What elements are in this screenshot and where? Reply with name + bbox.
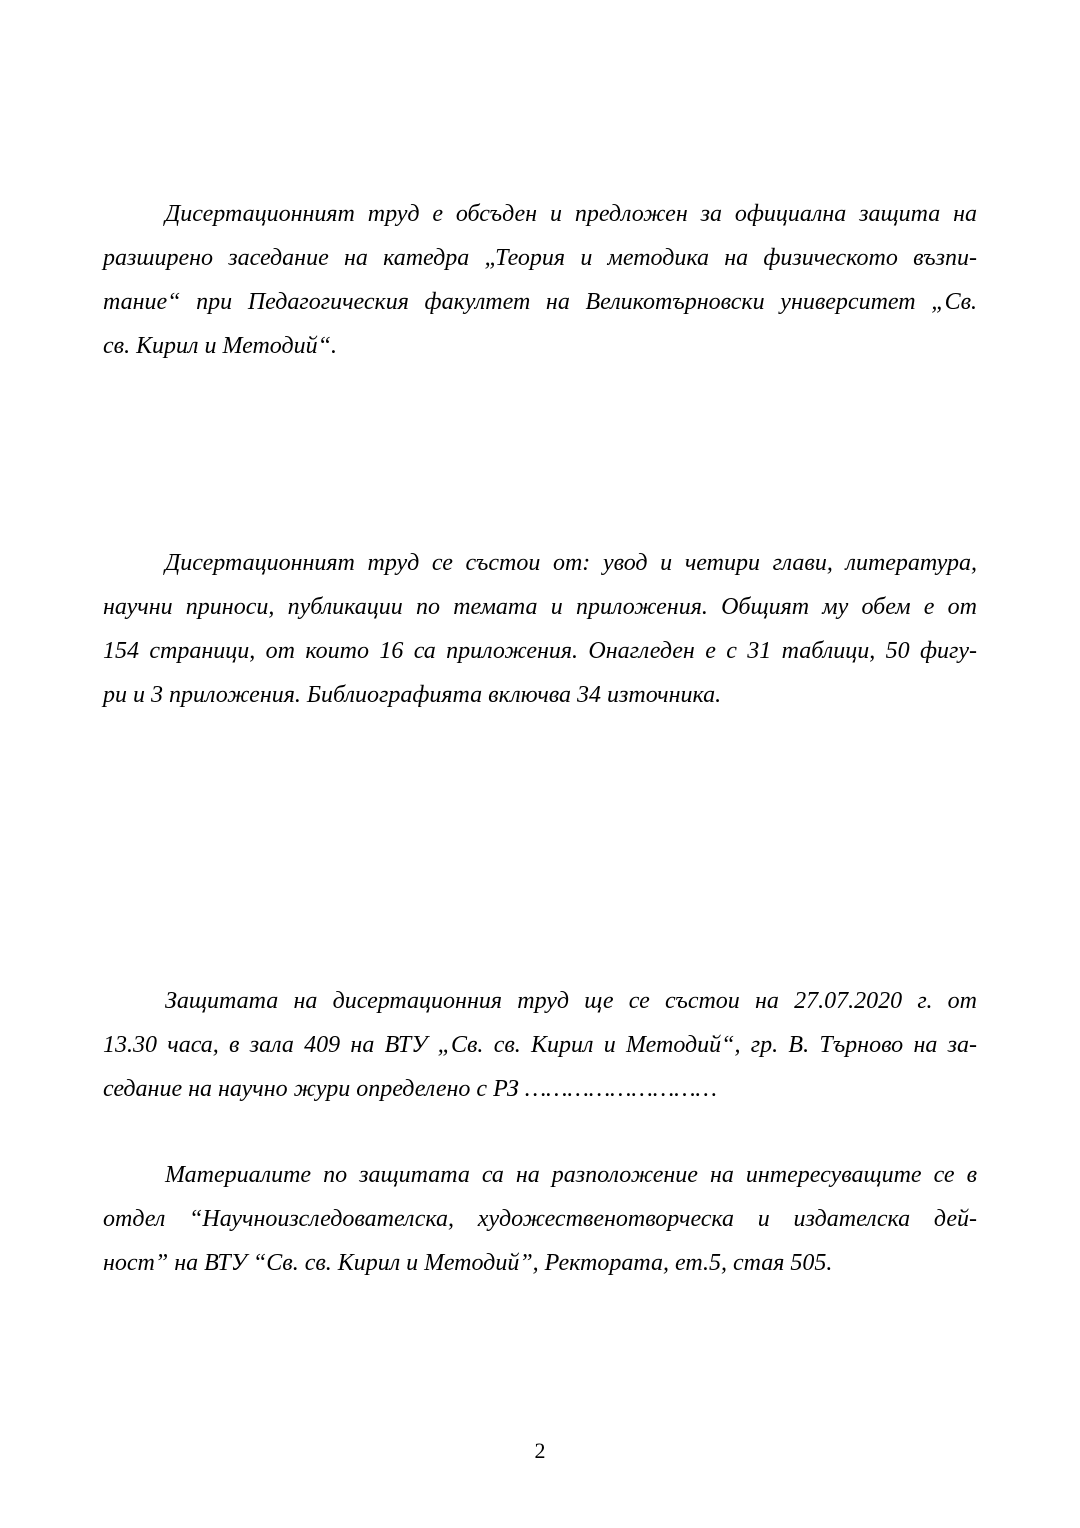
text-line: Дисертационният труд е обсъден и предложен за официална защита на [165,201,977,227]
paragraph-defense-approval [103,192,977,368]
text-line: св. Кирил и Методий“. [103,333,337,359]
text-line: разширено заседание на катедра „Теория и методика на физическото възпи- [103,245,977,271]
text-line: отдел “Научноизследователска, художественотворческа и издателска дей- [103,1206,977,1232]
paragraph-dissertation-structure [103,541,977,717]
text-line: Дисертационният труд се състои от: увод и четири глави, литература, [165,550,977,576]
text-line: ри и 3 приложения. Библиографията включва 34 източника. [103,682,722,708]
paragraph-materials-availability [103,1153,977,1285]
text-line: тание“ при Педагогическия факултет на Великотърновски университет „Св. [103,289,977,315]
text-line: Материалите по защитата са на разположение на интересуващите се в [165,1162,977,1188]
text-line: 13.30 часа, в зала 409 на ВТУ „Св. св. Кирил и Методий“, гр. В. Търново на за- [103,1032,977,1058]
text-line: 154 страници, от които 16 са приложения. Онагледен е с 31 таблици, 50 фигу- [103,638,977,664]
text-line: Защитата на дисертационния труд ще се състои на 27.07.2020 г. от [165,988,977,1014]
text-line: седание на научно жури определено с РЗ ……………………… [103,1076,717,1102]
text-line: ност” на ВТУ “Св. св. Кирил и Методий”, Ректората, ет.5, стая 505. [103,1250,833,1276]
paragraph-defense-schedule [103,979,977,1111]
page-number: 2 [534,1438,546,1463]
text-line: научни приноси, публикации по темата и приложения. Общият му обем е от [103,594,977,620]
